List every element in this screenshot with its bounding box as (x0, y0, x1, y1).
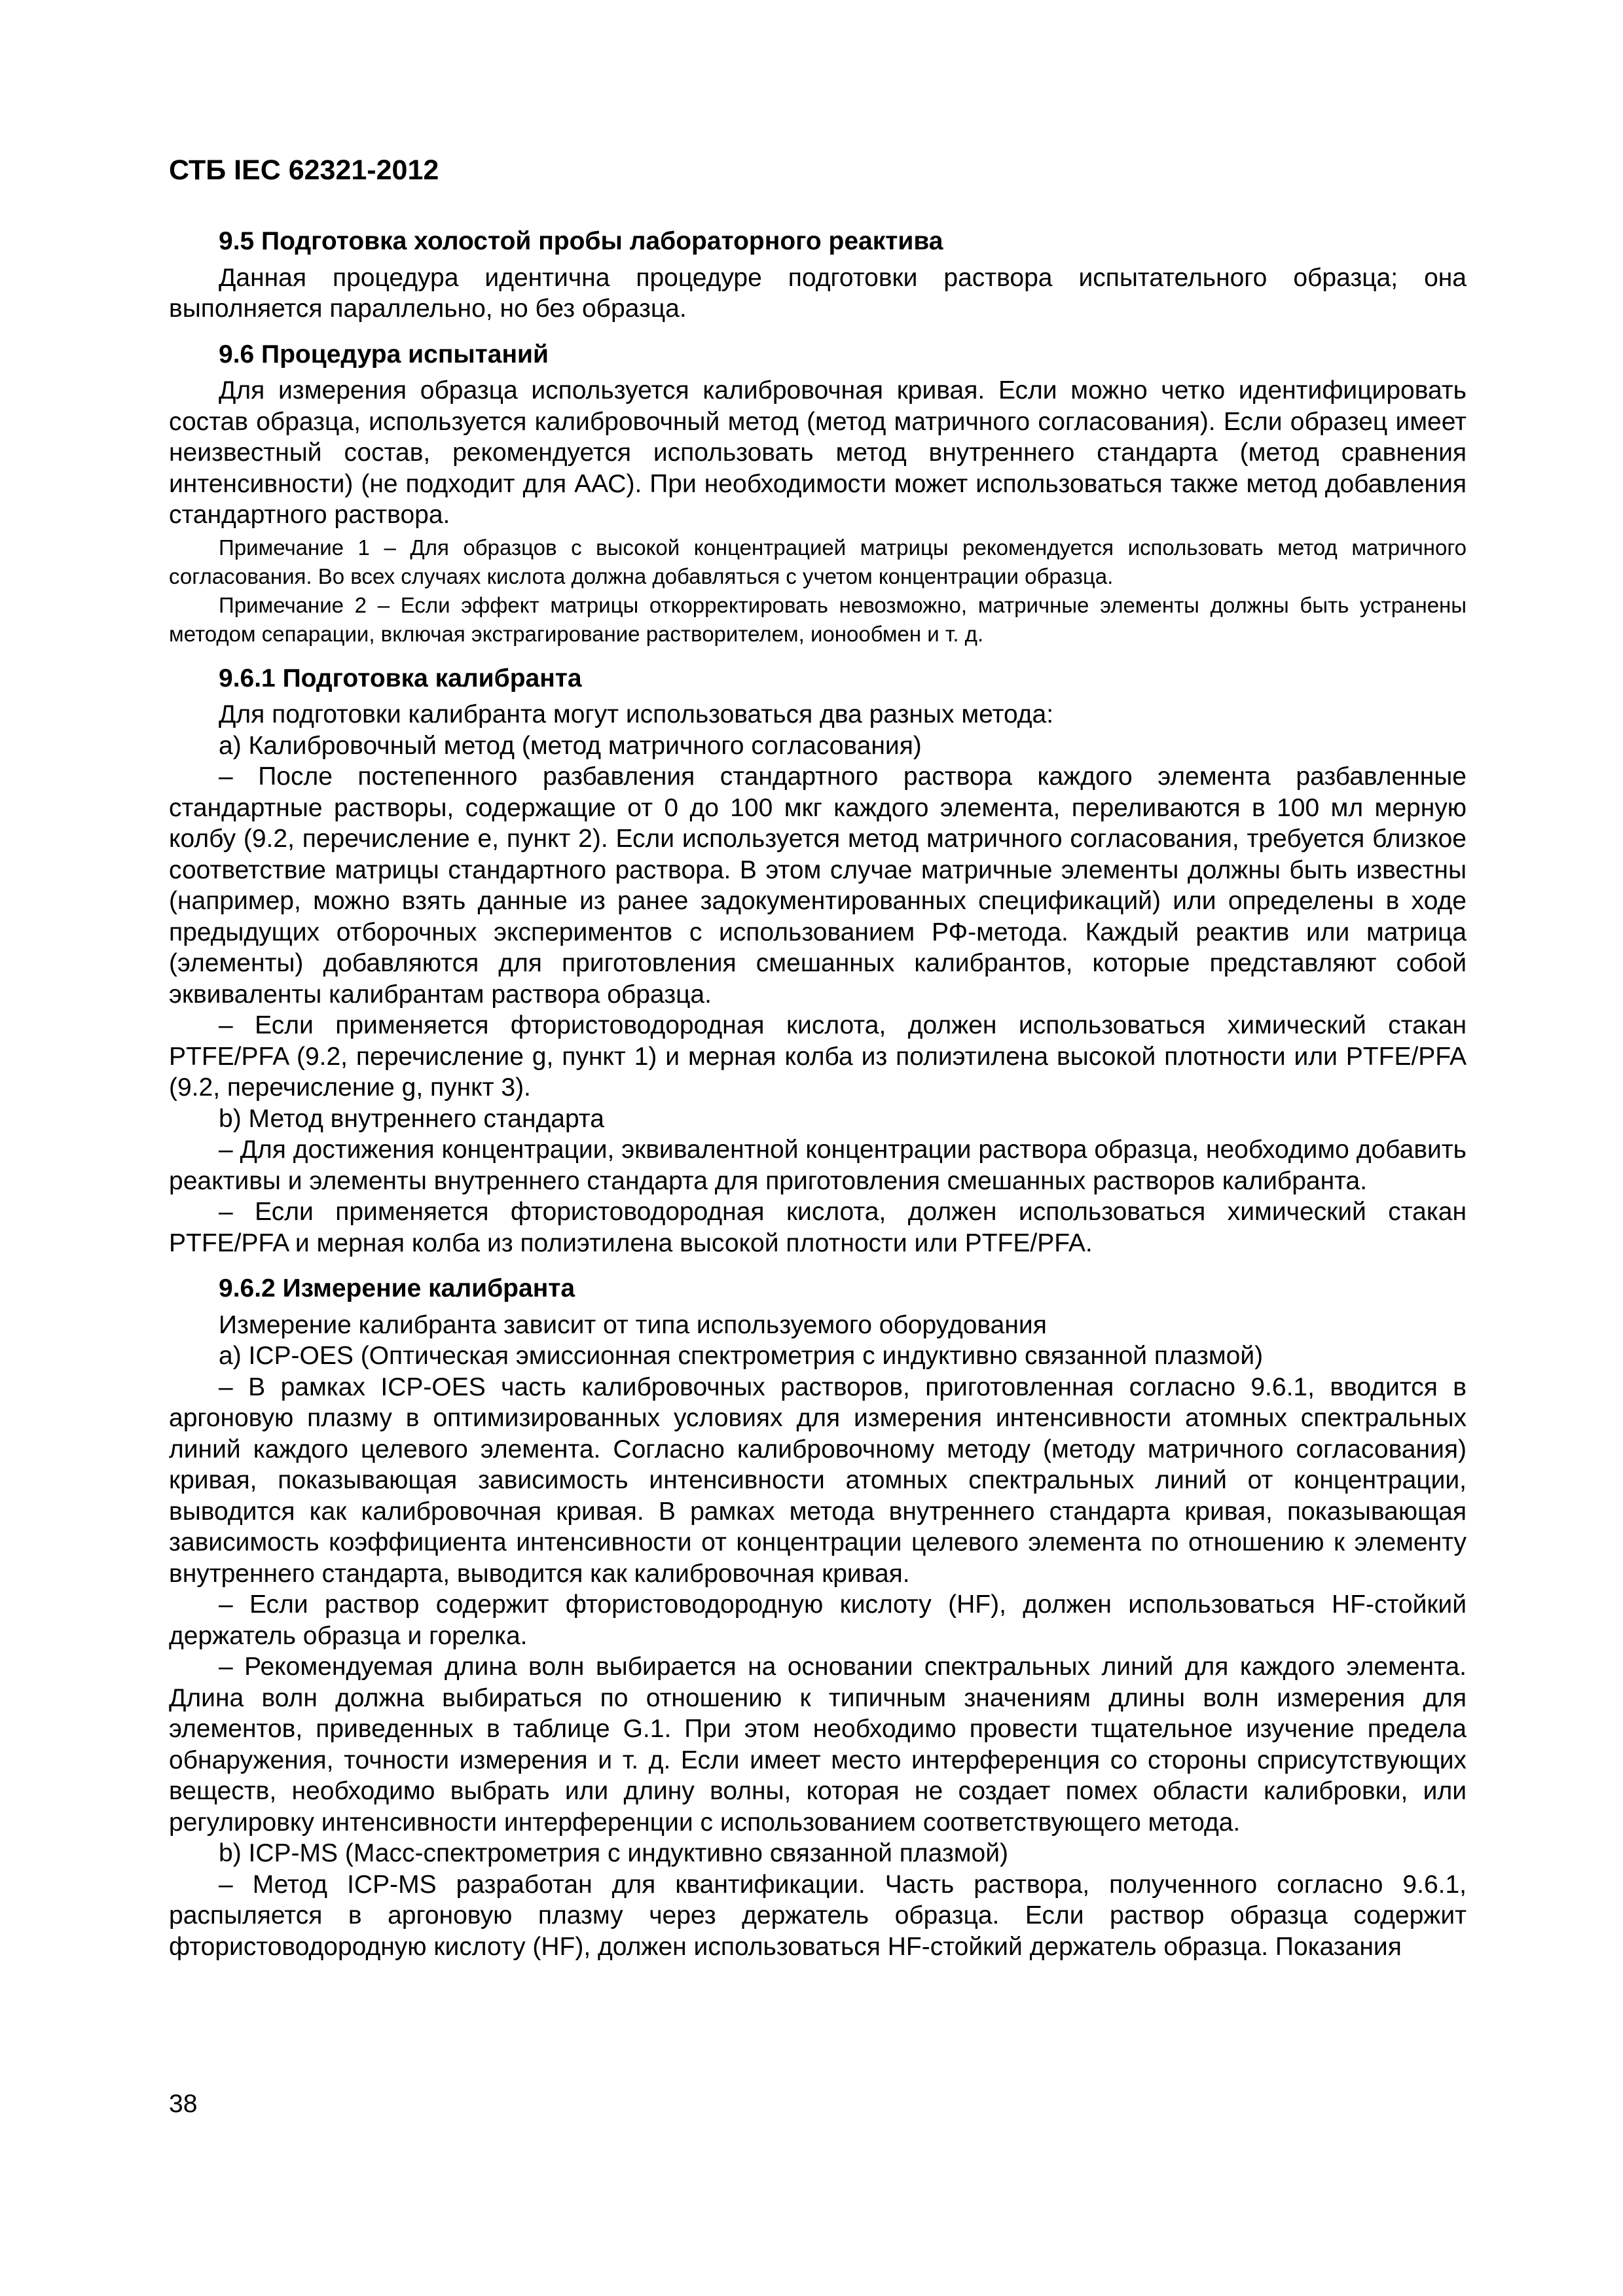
section-heading-9-5: 9.5 Подготовка холостой пробы лабораторного реактива (219, 227, 943, 255)
section-heading-9-6-2: 9.6.2 Измерение калибранта (219, 1274, 575, 1302)
paragraph: – Если применяется фтористоводородная кислота, должен использоваться химический стакан PTFE/PFA и мерная колба из полиэтилена высокой плотности или PTFE/PFA. (169, 1198, 1467, 1257)
paragraph: Измерение калибранта зависит от типа используемого оборудования (219, 1310, 1047, 1339)
list-item-a: а) Калибровочный метод (метод матричного согласования) (219, 731, 922, 760)
list-item-a: а) ICP-OES (Оптическая эмиссионная спектрометрия с индуктивно связанной плазмой) (219, 1342, 1264, 1370)
paragraph: – Метод ICP-MS разработан для квантификации. Часть раствора, полученного согласно 9.6.1, распыляется в аргоновую плазму через держатель образца. Если раствор образца содержит фтористоводородную кислоту (HF), должен использоваться HF-стойкий держатель образца. Показания (169, 1870, 1467, 1961)
paragraph: – В рамках ICP-OES часть калибровочных растворов, приготовленная согласно 9.6.1, вводится в аргоновую плазму в оптимизированных условиях для измерения интенсивности атомных спектральных линий каждого целевого элемента. Согласно калибровочному методу (методу матричного согласования) кривая, показывающая зависимость интенсивности атомных спектральных линий от концентрации, выводится как калибровочная кривая. В рамках метода внутреннего стандарта кривая, показывающая зависимость коэффициента интенсивности от концентрации целевого элемента по отношению к элементу внутреннего стандарта, выводится как калибровочная кривая. (169, 1372, 1467, 1588)
document-code: СТБ IEC 62321-2012 (169, 154, 439, 186)
paragraph: Данная процедура идентична процедуре подготовки раствора испытательного образца; она выполняется параллельно, но без образца. (169, 263, 1467, 323)
section-heading-9-6-1: 9.6.1 Подготовка калибранта (219, 664, 582, 692)
note-2: Примечание 2 – Если эффект матрицы откорректировать невозможно, матричные элементы должны быть устранены методом сепарации, включая экстрагирование растворителем, ионообмен и т. д. (169, 592, 1467, 646)
page-number: 38 (169, 2090, 198, 2118)
paragraph: – После постепенного разбавления стандартного раствора каждого элемента разбавленные стандартные растворы, содержащие от 0 до 100 мкг каждого элемента, переливаются в 100 мл мерную колбу (9.2, перечисление е, пункт 2). Если используется метод матричного согласования, требуется близкое соответствие матрицы стандартного раствора. В этом случае матричные элементы должны быть известны (например, можно взять данные из ранее задокументированных спецификаций) или определены в ходе предыдущих отборочных экспериментов с использованием РФ-метода. Каждый реактив или матрица (элементы) добавляются для приготовления смешанных калибрантов, которые представляют собой эквиваленты калибрантам раствора образца. (169, 762, 1467, 1009)
list-item-b: b) Метод внутреннего стандарта (219, 1104, 604, 1133)
paragraph: – Рекомендуемая длина волн выбирается на основании спектральных линий для каждого элемента. Длина волн должна выбираться по отношению к типичным значениям длины волн измерения для элементов, приведенных в таблице G.1. При этом необходимо провести тщательное изучение предела обнаружения, точности измерения и т. д. Если имеет место интерференция со стороны сприсутствующих веществ, необходимо выбрать или длину волны, которая не создает помех области калибровки, или регулировку интенсивности интерференции с использованием соответствующего метода. (169, 1653, 1467, 1837)
note-1: Примечание 1 – Для образцов с высокой концентрацией матрицы рекомендуется использовать метод матричного согласования. Во всех случаях кислота должна добавляться с учетом концентрации образца. (169, 535, 1467, 588)
list-item-b: b) ICP-MS (Масс-спектрометрия с индуктивно связанной плазмой) (219, 1839, 1008, 1867)
paragraph: Для подготовки калибранта могут использоваться два разных метода: (219, 700, 1054, 728)
paragraph: – Если применяется фтористоводородная кислота, должен использоваться химический стакан PTFE/PFA (9.2, перечисление g, пункт 1) и мерная колба из полиэтилена высокой плотности или PTFE/PFA (9.2, перечисление g, пункт 3). (169, 1011, 1467, 1102)
paragraph: – Для достижения концентрации, эквивалентной концентрации раствора образца, необходимо добавить реактивы и элементы внутреннего стандарта для приготовления смешанных растворов калибранта. (169, 1136, 1467, 1195)
paragraph: Для измерения образца используется калибровочная кривая. Если можно четко идентифицировать состав образца, используется калибровочный метод (метод матричного согласования). Если образец имеет неизвестный состав, рекомендуется использовать метод внутреннего стандарта (метод сравнения интенсивности) (не подходит для ААС). При необходимости может использоваться также метод добавления стандартного раствора. (169, 376, 1467, 529)
section-heading-9-6: 9.6 Процедура испытаний (219, 340, 549, 368)
paragraph: – Если раствор содержит фтористоводородную кислоту (HF), должен использоваться HF-стойкий держатель образца и горелка. (169, 1590, 1467, 1650)
page-body (169, 226, 1467, 1962)
